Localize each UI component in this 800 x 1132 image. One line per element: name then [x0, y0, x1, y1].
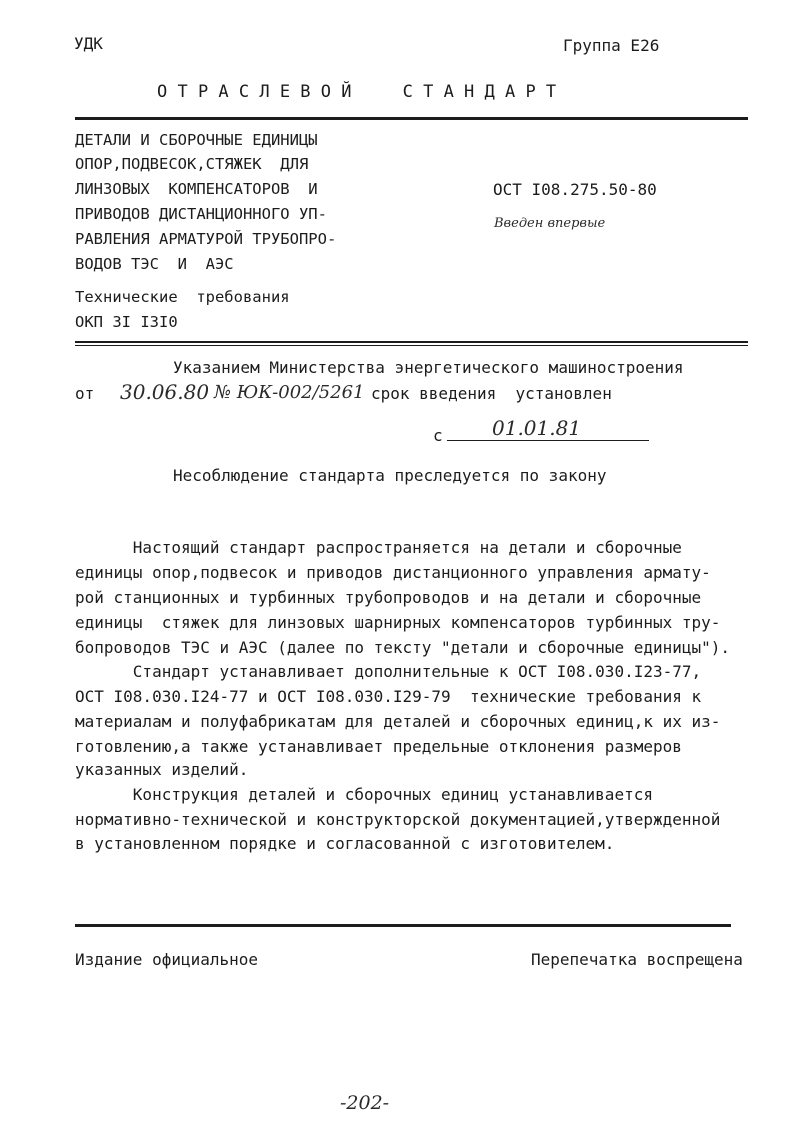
title-line: РАВЛЕНИЯ АРМАТУРОЙ ТРУБОПРО- — [75, 230, 337, 248]
udk-label: УДК — [74, 34, 103, 53]
body-line: материалам и полуфабрикатам для деталей и сборочных единиц,к их из- — [75, 712, 721, 731]
standard-type-heading: О Т Р А С Л Е В О Й С Т А Н Д А Р Т — [157, 82, 557, 102]
since-label: с — [433, 426, 443, 445]
middle-divider — [75, 341, 748, 343]
title-line: ДЕТАЛИ И СБОРОЧНЫЕ ЕДИНИЦЫ — [75, 131, 318, 149]
standard-number: ОСТ I08.275.50-80 — [493, 180, 657, 199]
middle-divider-thin — [75, 345, 748, 346]
okp-code: ОКП 3I I3I0 — [75, 313, 178, 331]
decree-date: 30.06.80 — [120, 380, 210, 404]
body-line: Стандарт устанавливает дополнительные к ОСТ I08.030.I23-77, — [75, 662, 702, 681]
decree-number: № ЮК-002/5261 — [214, 382, 365, 403]
body-line: бопроводов ТЭС и АЭС (далее по тексту "детали и сборочные единицы"). — [75, 638, 731, 657]
reprint-prohibited-label: Перепечатка воспрещена — [531, 950, 743, 969]
title-line: ВОДОВ ТЭС И АЭС — [75, 255, 234, 273]
law-notice: Несоблюдение стандарта преследуется по закону — [173, 466, 607, 485]
body-line: Настоящий стандарт распространяется на детали и сборочные — [75, 538, 682, 557]
subtitle: Технические требования — [75, 288, 290, 306]
body-line: Конструкция деталей и сборочных единиц устанавливается — [75, 785, 653, 804]
title-line: ПРИВОДОВ ДИСТАНЦИОННОГО УП- — [75, 205, 327, 223]
body-line: рой станционных и турбинных трубопроводов и на детали и сборочные — [75, 588, 702, 607]
body-line: ОСТ I08.030.I24-77 и ОСТ I08.030.I29-79 технические требования к — [75, 687, 702, 706]
title-line: ОПОР,ПОДВЕСОК,СТЯЖЕК ДЛЯ — [75, 155, 309, 173]
body-line: единицы опор,подвесок и приводов дистанционного управления армату- — [75, 563, 711, 582]
top-divider — [75, 117, 748, 120]
since-date-underline — [447, 440, 649, 441]
title-line: ЛИНЗОВЫХ КОМПЕНСАТОРОВ И — [75, 180, 318, 198]
from-label: от — [75, 384, 95, 403]
since-date: 01.01.81 — [492, 416, 582, 440]
body-line: готовлению,а также устанавливает предельные отклонения размеров — [75, 737, 682, 756]
body-line: в установленном порядке и согласованной с изготовителем. — [75, 834, 615, 853]
handwritten-introduced-note: Введен впервые — [494, 216, 606, 231]
body-line: единицы стяжек для линзовых шарнирных компенсаторов турбинных тру- — [75, 613, 721, 632]
body-line: указанных изделий. — [75, 760, 249, 779]
term-text: срок введения установлен — [371, 384, 612, 403]
bottom-divider — [75, 924, 731, 927]
body-line: нормативно-технической и конструкторской документацией,утвержденной — [75, 810, 721, 829]
decree-line: Указанием Министерства энергетического машиностроения — [173, 358, 684, 377]
page-number: -202- — [340, 1092, 390, 1114]
official-edition-label: Издание официальное — [75, 950, 259, 969]
group-label: Группа Е26 — [563, 36, 660, 55]
